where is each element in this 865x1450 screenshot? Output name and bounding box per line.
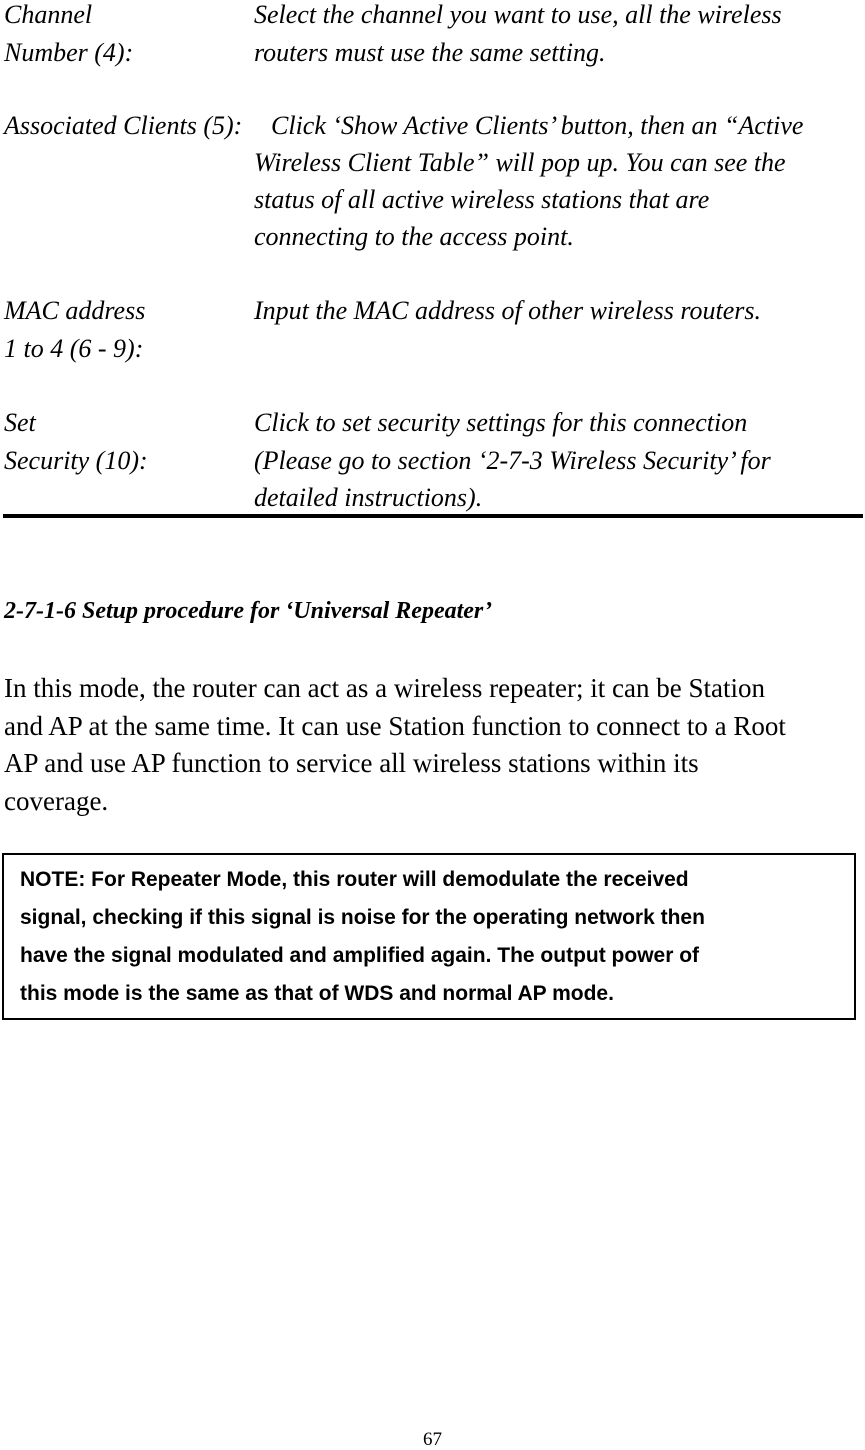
term-line: Set [4,408,36,437]
term-line: Number (4): [4,38,134,67]
section-body-paragraph [4,670,854,820]
term-line: Associated Clients (5): [4,111,243,140]
description-line: detailed instructions). [254,483,483,512]
description-line: routers must use the same setting. [254,38,606,67]
note-line: NOTE: For Repeater Mode, this router will demodulate the received [20,868,689,891]
body-line: AP and use AP function to service all wireless stations within its [4,748,699,778]
body-line: In this mode, the router can act as a wireless repeater; it can be Station [4,673,765,703]
description-line: connecting to the access point. [254,222,574,251]
description-line: (Please go to section ‘2-7-3 Wireless Security’ for [254,446,771,475]
term-line: Security (10): [4,446,148,475]
table-bottom-rule [3,514,863,518]
body-line: and AP at the same time. It can use Station function to connect to a Root [4,710,786,741]
description-line: Click to set security settings for this connection [254,408,748,437]
note-line: this mode is the same as that of WDS and normal AP mode. [20,982,614,1005]
description-line: Select the channel you want to use, all the wireless [254,0,782,29]
description-line: Input the MAC address of other wireless routers. [254,296,761,325]
term-line: MAC address [4,296,146,325]
note-box [2,853,856,1020]
description-line: Wireless Client Table” will pop up. You can see the [254,148,786,177]
page-number: 67 [423,1429,442,1450]
description-line: Click ‘Show Active Clients’ button, then an “Active [271,111,804,140]
note-line: signal, checking if this signal is noise for the operating network then [20,906,705,929]
body-line: coverage. [4,785,109,816]
description-line: status of all active wireless stations that are [254,185,710,214]
note-line: have the signal modulated and amplified again. The output power of [20,944,700,967]
term-line: Channel [4,0,93,29]
note-text [20,861,705,1013]
term-line: 1 to 4 (6 - 9): [4,334,144,363]
section-heading: 2-7-1-6 Setup procedure for ‘Universal Repeater’ [4,598,493,624]
